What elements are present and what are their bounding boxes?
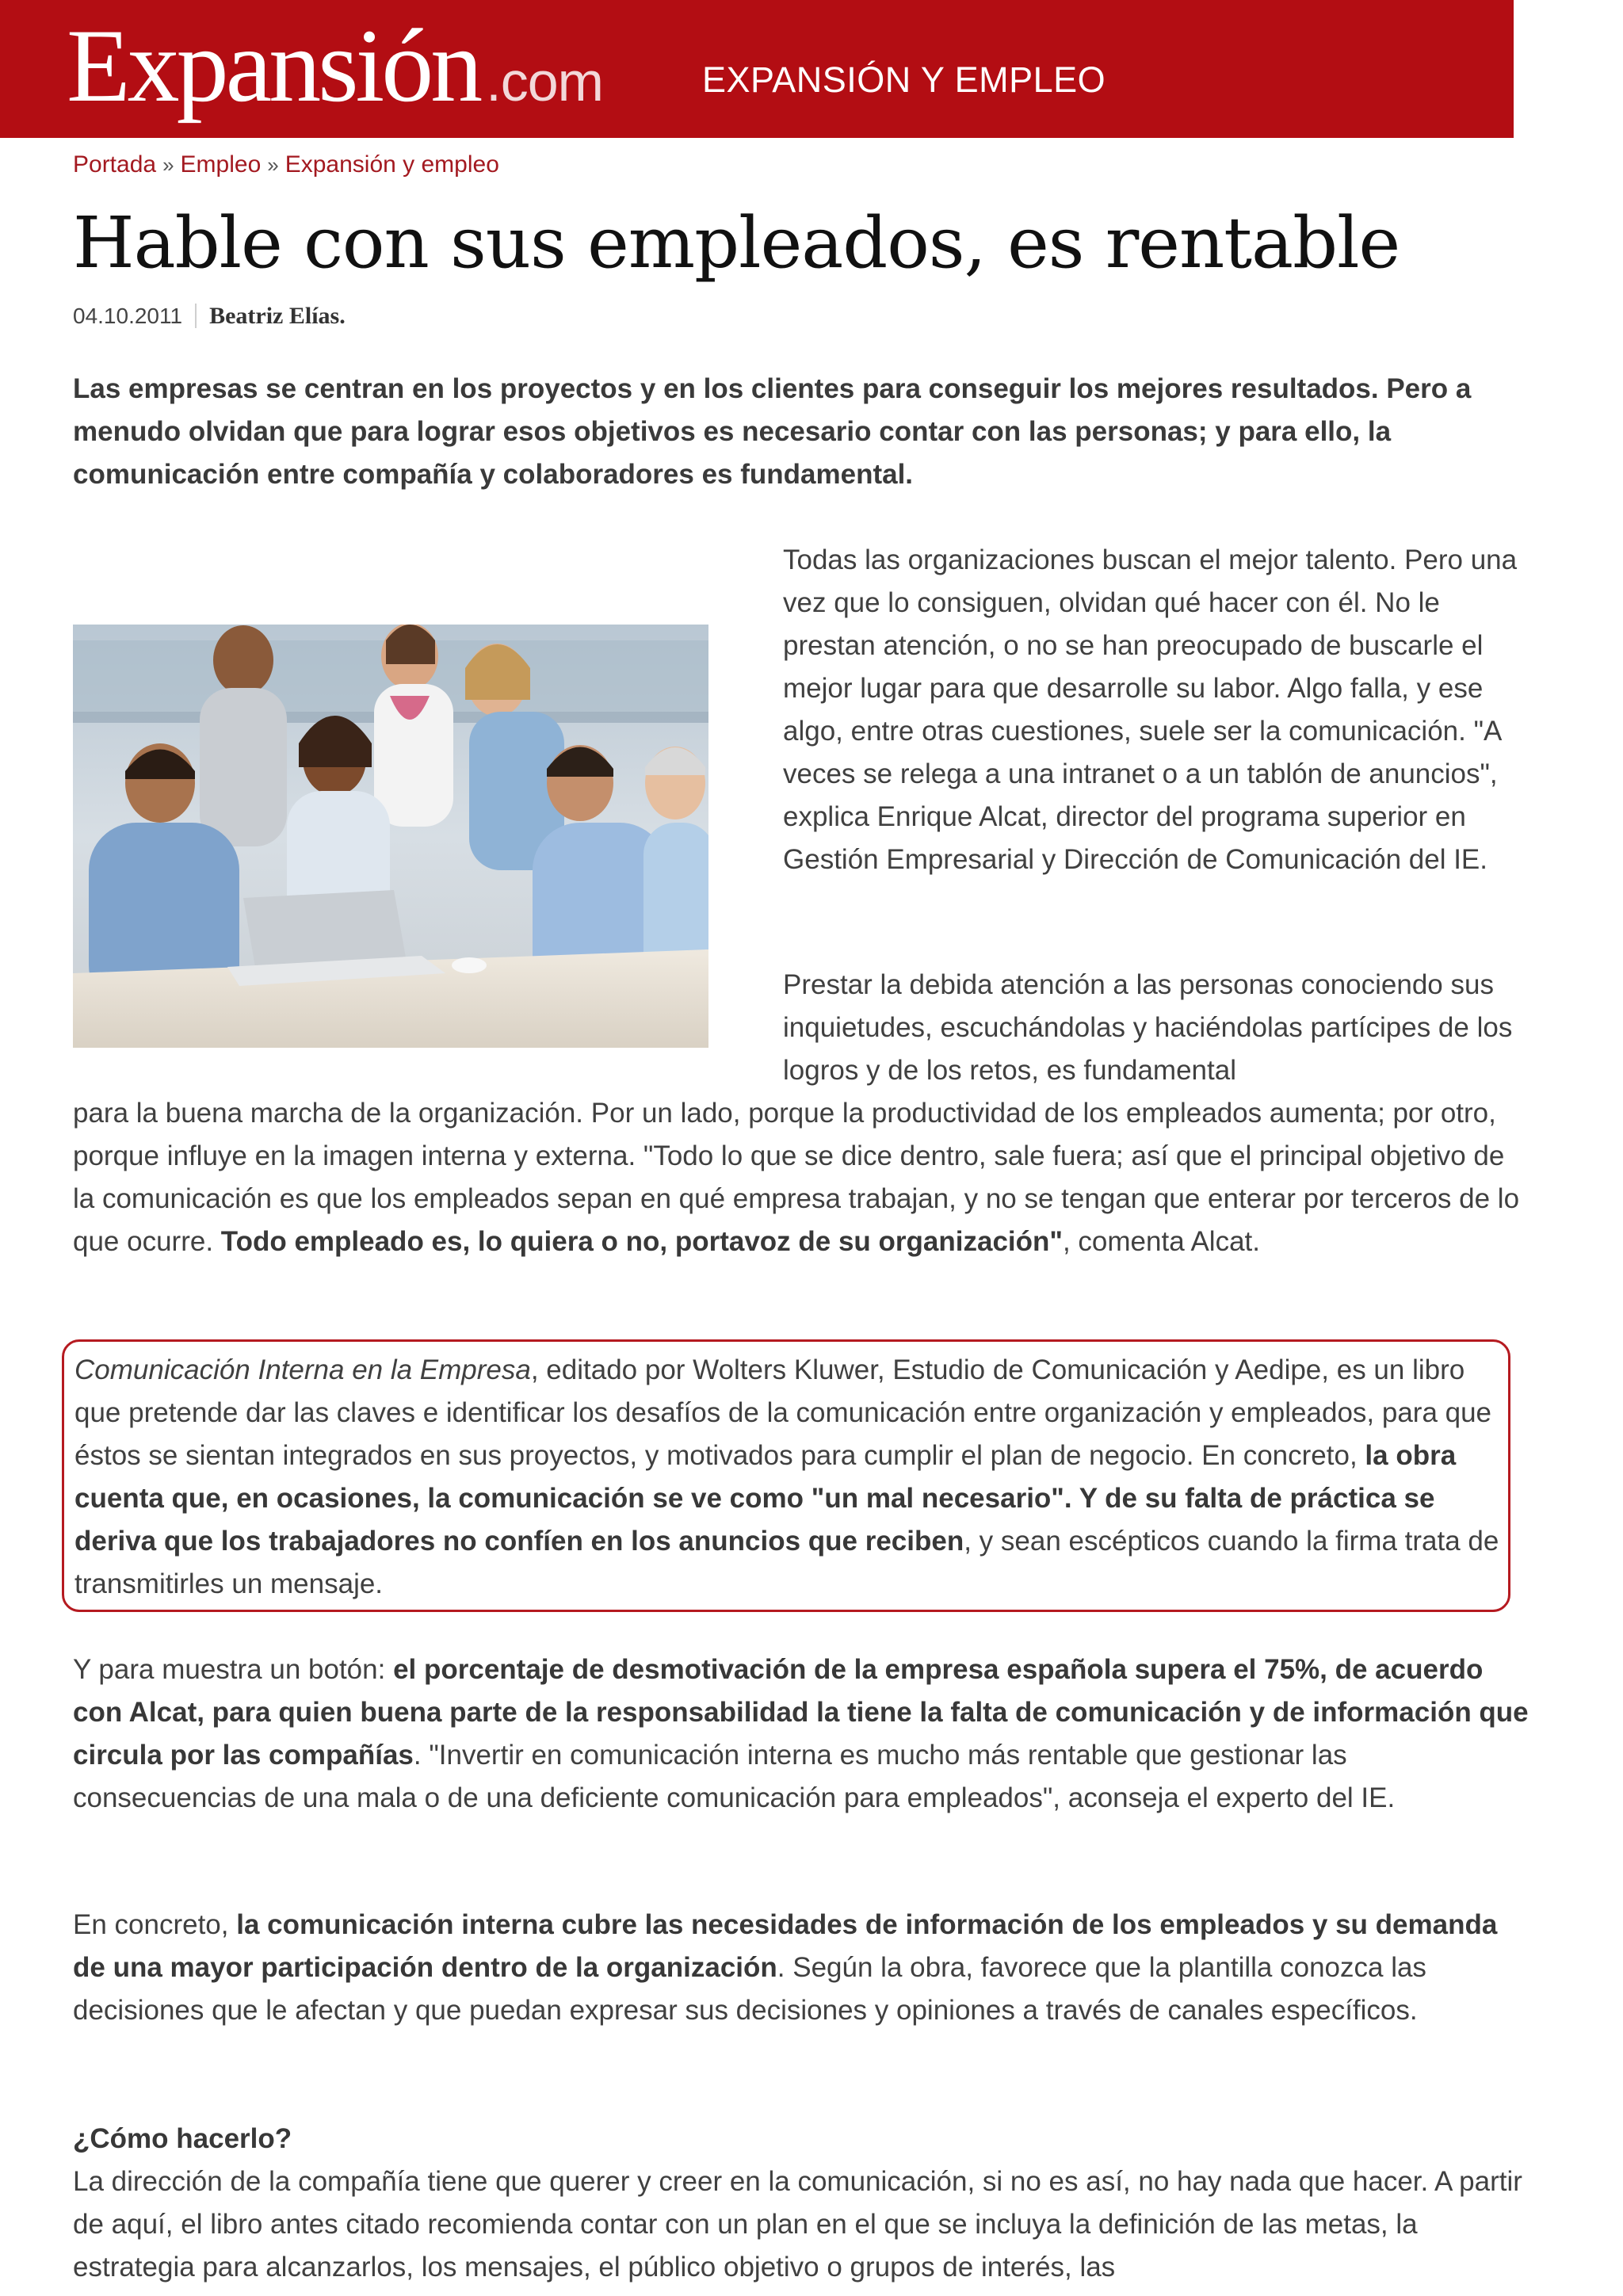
breadcrumb-empleo[interactable]: Empleo: [180, 151, 262, 178]
article-meta: [73, 301, 346, 331]
breadcrumb-separator: »: [162, 153, 174, 177]
paragraph-3-bold: la obra cuenta que, en ocasiones, la comunicación se ve como "un mal necesario". Y de su falta de práctica se deriva que los trabajadores no confíen en los anuncios que reciben: [74, 1440, 1457, 1557]
paragraph-1: Todas las organizaciones buscan el mejor talento. Pero una vez que lo consiguen, olvidan qué hacer con él. No le prestan atención, o no se han preocupado de buscarle el mejor lugar para que desarrolle su labor. Algo falla, y ese algo, entre otras cuestiones, suele ser la comunicación. "A veces se relega a una intranet o a un tablón de anuncios", explica Enrique Alcat, director del programa superior en Gestión Empresarial y Dirección de Comunicación del IE.: [783, 544, 1518, 875]
office-team-illustration: [73, 625, 708, 1048]
logo-dotcom: .com: [486, 51, 603, 113]
paragraph-6: La dirección de la compañía tiene que querer y creer en la comunicación, si no es así, no hay nada que hacer. A partir de aquí, el libro antes citado recomienda contar con un plan en el que se incluya la definición de las metas, la estrategia para alcanzarlos, los mensajes, el público objetivo o grupos de interés, las: [73, 2166, 1522, 2283]
paragraph-4: [73, 1648, 1531, 1820]
article-headline: Hable con sus empleados, es rentable: [73, 201, 1400, 284]
paragraph-4-text: Y para muestra un botón:: [73, 1654, 394, 1685]
article-author[interactable]: Beatriz Elías.: [209, 303, 346, 329]
section-title[interactable]: EXPANSIÓN Y EMPLEO: [702, 59, 1106, 100]
paragraph-2b-tail: , comenta Alcat.: [1062, 1226, 1261, 1257]
paragraph-4-tail: . "Invertir en comunicación interna es mucho más rentable que gestionar las consecuencias de una mala o de una deficiente comunicación para empleados", aconseja el experto del IE.: [73, 1740, 1396, 1813]
paragraph-3: [74, 1349, 1501, 1606]
paragraph-2b: [73, 1092, 1531, 1263]
breadcrumb: [73, 150, 499, 180]
breadcrumb-expansion-y-empleo[interactable]: Expansión y empleo: [285, 151, 499, 178]
paragraph-5-text: En concreto,: [73, 1909, 237, 1940]
section-subhead: ¿Cómo hacerlo?: [73, 2123, 292, 2154]
masthead: [0, 0, 1514, 138]
paragraph-4-bold: el porcentaje de desmotivación de la empresa española supera el 75%, de acuerdo con Alcat, para quien buena parte de la responsabilidad la tiene la falta de comunicación y de información que circula por las compañías: [73, 1654, 1529, 1771]
paragraph-2b-bold: Todo empleado es, lo quiera o no, portavoz de su organización": [220, 1226, 1063, 1257]
expansion-logo[interactable]: [67, 6, 603, 125]
breadcrumb-portada[interactable]: Portada: [73, 151, 157, 178]
paragraph-5: [73, 1904, 1531, 2032]
article-photo: [73, 625, 708, 1048]
article-date: 04.10.2011: [73, 304, 197, 328]
paragraph-2b-text: para la buena marcha de la organización. Por un lado, porque la productividad de los empleados aumenta; por otro, porque influye en la imagen interna y externa. "Todo lo que se dice dentro, sale fuera; así que el principal objetivo de la comunicación es que los empleados sepan en qué empresa trabajan, y no se tengan que enterar por terceros de lo que ocurre.: [73, 1098, 1520, 1257]
paragraph-5-bold: la comunicación interna cubre las necesidades de información de los empleados y su demanda de una mayor participación dentro de la organización: [73, 1909, 1498, 1983]
book-title: Comunicación Interna en la Empresa: [74, 1354, 531, 1385]
paragraph-2a: Prestar la debida atención a las personas conociendo sus inquietudes, escuchándolas y haciéndolas partícipes de los logros y de los retos, es fundamental: [783, 969, 1513, 1086]
paragraph-3-tail: , y sean escépticos cuando la firma trata de transmitirles un mensaje.: [74, 1526, 1499, 1599]
article-lead: Las empresas se centran en los proyectos y en los clientes para conseguir los mejores resultados. Pero a menudo olvidan que para lograr esos objetivos es necesario contar con las personas; y para ello, la comunicación entre compañía y colaboradores es fundamental.: [73, 373, 1472, 490]
breadcrumb-separator: »: [267, 153, 279, 177]
paragraph-5-tail: . Según la obra, favorece que la plantilla conozca las decisiones que le afectan y que puedan expresar sus decisiones y opiniones a través de canales específicos.: [73, 1952, 1426, 2026]
logo-wordmark: Expansión: [67, 7, 480, 124]
paragraph-3-text: , editado por Wolters Kluwer, Estudio de Comunicación y Aedipe, es un libro que pretende dar las claves e identificar los desafíos de la comunicación entre organización y empleados, para que éstos se sientan integrados en sus proyectos, y motivados para cumplir el plan de negocio. En concreto,: [74, 1354, 1492, 1471]
